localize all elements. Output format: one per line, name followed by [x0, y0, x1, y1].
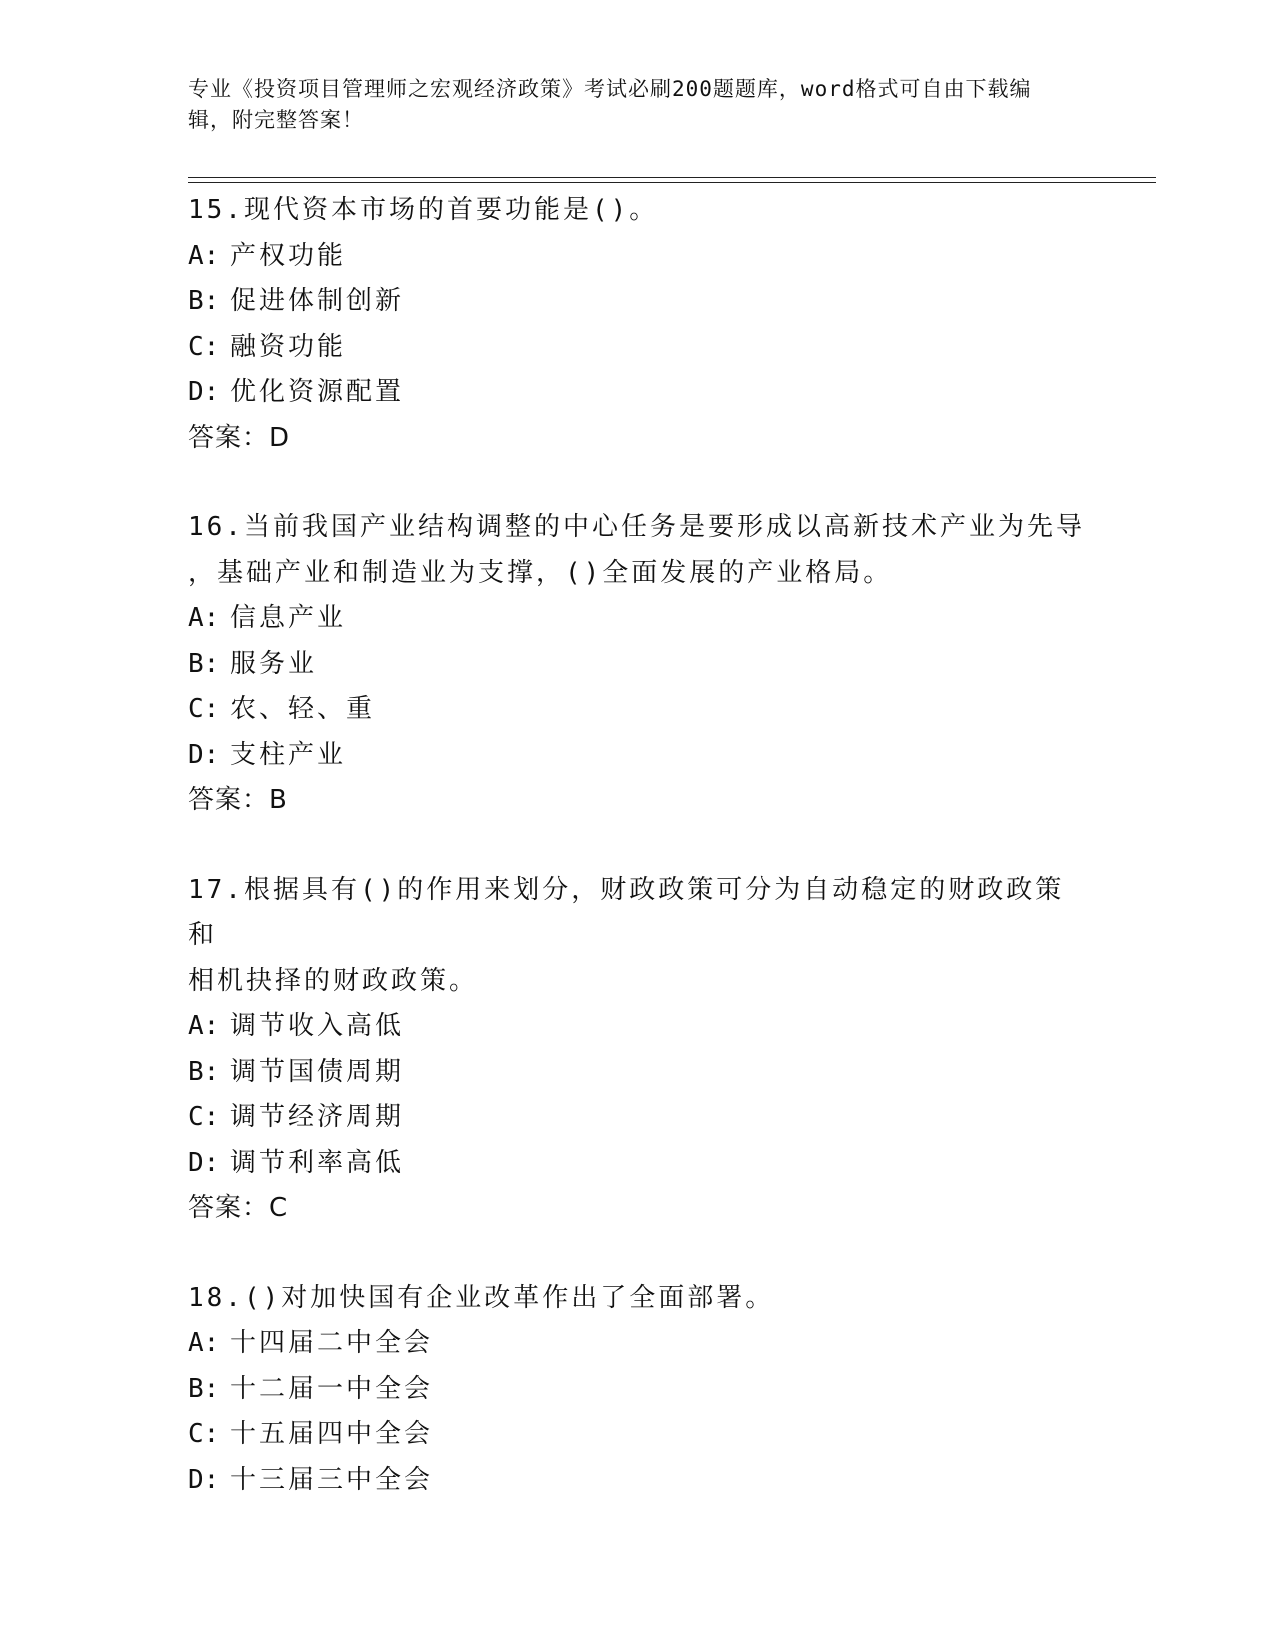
answer-line: 答案：D	[188, 422, 291, 453]
question-stem-continued: ，基础产业和制造业为支撑，()全面发展的产业格局。	[188, 557, 893, 588]
option-letter: B:	[188, 648, 220, 679]
question-stem: 18.()对加快国有企业改革作出了全面部署。	[188, 1282, 775, 1313]
option-text: 调节利率高低	[230, 1147, 405, 1178]
option-c	[188, 1412, 1088, 1458]
option-letter: C:	[188, 1102, 220, 1132]
question-stem: 16.当前我国产业结构调整的中心任务是要形成以高新技术产业为先导	[188, 512, 1085, 542]
option-d	[188, 1458, 1088, 1504]
question-stem: 17.根据具有()的作用来划分，财政政策可分为自动稳定的财政政策和	[188, 874, 1065, 950]
option-text: 产权功能	[230, 240, 347, 271]
option-letter: C:	[188, 331, 220, 362]
option-a	[188, 596, 1088, 642]
question-stem: 15.现代资本市场的首要功能是()。	[188, 195, 659, 225]
option-text: 支柱产业	[230, 739, 347, 770]
option-b	[188, 642, 1088, 688]
option-letter: B:	[188, 286, 220, 316]
option-text: 十四届二中全会	[230, 1328, 434, 1358]
option-letter: D:	[188, 377, 220, 407]
option-d	[188, 370, 1088, 416]
option-c	[188, 325, 1088, 371]
option-letter: D:	[188, 1147, 220, 1178]
question-item	[188, 505, 1088, 824]
header-divider-bottom	[188, 182, 1156, 183]
option-text: 服务业	[230, 648, 318, 679]
option-a	[188, 234, 1088, 280]
option-letter: A:	[188, 603, 220, 633]
option-text: 十五届四中全会	[230, 1419, 434, 1449]
option-text: 十三届三中全会	[230, 1464, 434, 1495]
option-text: 农、轻、重	[230, 694, 376, 724]
option-text: 调节经济周期	[230, 1102, 405, 1132]
option-text: 融资功能	[230, 331, 347, 362]
option-d	[188, 1141, 1088, 1187]
option-letter: C:	[188, 1419, 220, 1449]
option-letter: A:	[188, 1328, 220, 1358]
document-header: 专业《投资项目管理师之宏观经济政策》考试必刷200题题库，word格式可自由下载编辑，附完整答案！	[188, 77, 1032, 132]
question-list	[188, 188, 1088, 1547]
answer-line: 答案：B	[188, 785, 288, 815]
question-stem-continued: 相机抉择的财政政策。	[188, 965, 479, 996]
answer-line: 答案：C	[188, 1193, 289, 1223]
option-d	[188, 733, 1088, 779]
option-letter: A:	[188, 1011, 220, 1041]
option-text: 调节国债周期	[230, 1056, 405, 1087]
option-b	[188, 279, 1088, 325]
option-text: 调节收入高低	[230, 1011, 405, 1041]
option-text: 优化资源配置	[230, 377, 405, 407]
option-letter: B:	[188, 1056, 220, 1087]
option-letter: C:	[188, 694, 220, 724]
question-item	[188, 868, 1088, 1232]
header-divider-top	[188, 177, 1156, 178]
option-text: 十二届一中全会	[230, 1373, 434, 1404]
option-c	[188, 1095, 1088, 1141]
option-letter: B:	[188, 1373, 220, 1404]
option-a	[188, 1004, 1088, 1050]
option-letter: D:	[188, 1464, 220, 1495]
question-item	[188, 1276, 1088, 1504]
option-letter: A:	[188, 240, 220, 271]
option-text: 促进体制创新	[230, 286, 405, 316]
option-a	[188, 1321, 1088, 1367]
option-text: 信息产业	[230, 603, 347, 633]
option-c	[188, 687, 1088, 733]
question-item	[188, 188, 1088, 461]
option-b	[188, 1367, 1088, 1413]
option-b	[188, 1050, 1088, 1096]
option-letter: D:	[188, 739, 220, 770]
